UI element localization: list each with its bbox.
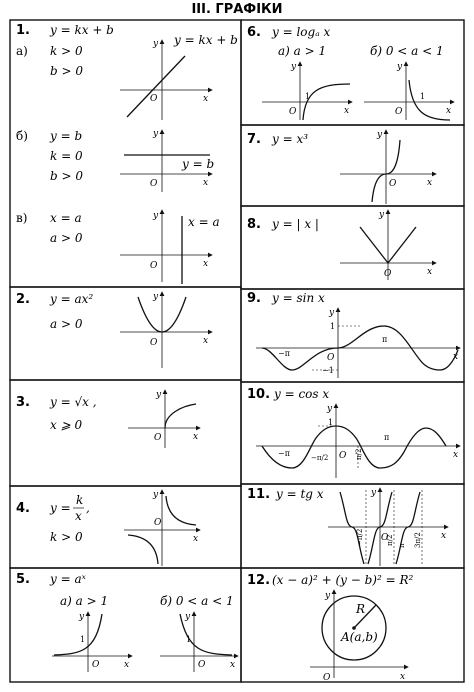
graph-1a — [120, 33, 238, 120]
graph-11-tick-half-pi: π/2 — [386, 534, 394, 546]
graph-4-x-label: x — [193, 534, 199, 544]
graph-12 — [310, 590, 408, 683]
graph-10-x-label: x — [453, 450, 459, 460]
graph-6b-tick-one: 1 — [420, 92, 426, 101]
graph-6b-y-label: y — [397, 62, 403, 72]
cell-2-number: 2. — [16, 292, 30, 307]
graph-6a — [262, 62, 352, 120]
graph-7-y-label: y — [377, 130, 383, 140]
graph-10-tick-pi: π — [384, 433, 390, 442]
cell-1c-cond-a: a > 0 — [50, 231, 83, 245]
graph-9-tick-one: 1 — [330, 322, 336, 331]
graph-12-y-label: y — [325, 591, 331, 601]
cell-9-number: 9. — [247, 291, 261, 306]
graph-3-x-label: x — [193, 432, 199, 442]
graph-11-tick-minus-half-pi: −π/2 — [356, 528, 364, 546]
cell-4-frac-den: x — [75, 509, 82, 523]
graph-6b-origin: O — [395, 107, 403, 117]
graph-10-tick-one: 1 — [328, 418, 334, 427]
graph-5b-origin: O — [198, 660, 206, 670]
graph-1b — [120, 129, 214, 192]
cell-10-formula: y = cos x — [274, 387, 330, 401]
graph-11-x-label: x — [441, 531, 447, 541]
graph-4-y-label: y — [153, 490, 159, 500]
cell-2-parabola — [10, 287, 241, 380]
cell-10-cosine — [241, 382, 464, 484]
graph-9-tick-minus-one: −1 — [322, 366, 334, 375]
graph-1a-curve-label: y = kx + b — [174, 33, 238, 47]
graph-5a-tick-one: 1 — [80, 635, 86, 644]
cell-12-circle — [241, 568, 464, 683]
graph-12-x-label: x — [400, 672, 406, 682]
cell-7-formula: y = x³ — [272, 132, 309, 146]
graph-1a-y-label: y — [153, 39, 159, 49]
cell-4-hyperbola — [10, 486, 241, 568]
graph-8-x-label: x — [427, 267, 433, 277]
cell-6b-label: б) 0 < a < 1 — [370, 44, 444, 58]
cell-6-formula: y = logₐ x — [272, 25, 331, 39]
graph-9-tick-minus-pi: −π — [278, 349, 290, 358]
cell-1b-cond-k: k = 0 — [50, 149, 83, 163]
cell-6-number: 6. — [247, 25, 261, 40]
cell-1-linear — [10, 20, 241, 287]
graph-6a-y-label: y — [291, 62, 297, 72]
graph-12-origin: O — [323, 673, 331, 683]
cell-5b-label: б) 0 < a < 1 — [160, 594, 234, 608]
cell-9-formula: y = sin x — [272, 291, 325, 305]
cell-9-sine — [241, 289, 464, 382]
graph-5a-origin: O — [92, 660, 100, 670]
graph-6a-tick-one: 1 — [305, 92, 311, 101]
graph-1c-y-label: y — [153, 211, 159, 221]
cell-1a-cond-b: b > 0 — [50, 64, 83, 78]
graph-2 — [120, 292, 212, 368]
graph-5b-x-label: x — [230, 660, 236, 670]
cell-3-number: 3. — [16, 395, 30, 410]
cell-5-formula: y = aˣ — [50, 572, 86, 586]
cell-1a-cond-k: k > 0 — [50, 44, 83, 58]
graph-1c-x-label: x — [203, 259, 209, 269]
graph-6a-origin: O — [289, 107, 297, 117]
cell-1c-letter: в) — [16, 211, 28, 225]
cell-2-cond: a > 0 — [50, 317, 83, 331]
graph-10-y-label: y — [327, 404, 333, 414]
graph-1c-curve-label: x = a — [188, 215, 220, 229]
graph-6b — [364, 62, 454, 120]
cell-10-number: 10. — [247, 387, 271, 402]
cell-11-number: 11. — [247, 487, 271, 502]
graph-1b-origin: O — [150, 179, 158, 189]
graph-6b-x-label: x — [446, 106, 452, 116]
graph-10-origin: O — [339, 451, 347, 461]
cell-6a-label: а) a > 1 — [278, 44, 327, 58]
cell-3-sqrt — [10, 380, 241, 486]
graph-3-y-label: y — [156, 390, 162, 400]
graph-9-origin: O — [327, 353, 335, 363]
graph-3 — [128, 390, 200, 448]
cell-11-formula: y = tg x — [276, 487, 324, 501]
graph-1a-origin: O — [150, 94, 158, 104]
cell-1b-letter: б) — [16, 129, 28, 143]
cell-4-number: 4. — [16, 501, 30, 516]
graph-3-origin: O — [154, 433, 162, 443]
graph-8 — [340, 210, 436, 280]
cell-1-number: 1. — [16, 23, 30, 38]
cell-11-tangent — [241, 484, 464, 568]
graph-2-y-label: y — [153, 292, 159, 302]
graph-8-origin: O — [384, 269, 392, 279]
cell-12-number: 12. — [247, 573, 271, 588]
cell-1a-letter: а) — [16, 44, 28, 58]
cell-5a-label: а) a > 1 — [60, 594, 109, 608]
graph-10-tick-minus-pi: −π — [278, 449, 290, 458]
graph-2-x-label: x — [203, 336, 209, 346]
graph-11-origin: O — [381, 533, 389, 543]
graph-11-tick-three-half-pi: 3π/2 — [414, 532, 422, 548]
graph-5b-tick-one: 1 — [186, 635, 192, 644]
graph-10 — [256, 404, 460, 478]
cell-5-exponential — [10, 568, 241, 682]
graph-1b-y-label: y — [153, 129, 159, 139]
graph-7-x-label: x — [427, 178, 433, 188]
graph-11-tick-pi: π — [398, 543, 406, 548]
cell-4-formula-lhs: y = — [50, 501, 71, 515]
graph-10-tick-minus-half-pi: −π/2 — [311, 454, 329, 462]
graph-7-origin: O — [389, 179, 397, 189]
graph-9-y-label: y — [329, 308, 335, 318]
graph-5a-x-label: x — [124, 660, 130, 670]
cell-8-absolute — [241, 206, 464, 289]
cell-8-number: 8. — [247, 217, 261, 232]
graph-8-y-label: y — [379, 210, 385, 220]
cell-5-number: 5. — [16, 572, 30, 587]
graph-6a-x-label: x — [344, 106, 350, 116]
graph-9-x-label: x — [453, 352, 459, 362]
cell-3-formula: y = √x , — [50, 395, 97, 409]
graph-12-radius-label: R — [356, 602, 366, 616]
graph-5b — [160, 612, 238, 672]
graph-12-center-label: A(a,b) — [341, 630, 378, 644]
graph-1c — [120, 210, 220, 284]
graph-4 — [124, 490, 200, 566]
graph-7 — [340, 130, 436, 204]
cell-6-logarithm — [241, 20, 464, 125]
graph-9-tick-pi: π — [382, 335, 388, 344]
page-title: III. ГРАФІКИ — [191, 2, 283, 17]
graph-1c-origin: O — [150, 261, 158, 271]
cell-4-frac-num: k — [76, 493, 84, 507]
cell-1b-formula: y = b — [50, 129, 83, 143]
cell-8-formula: y = | x | — [272, 217, 319, 231]
cell-4-formula-tail: , — [86, 501, 90, 515]
graph-9 — [256, 308, 460, 378]
graph-5a-y-label: y — [79, 612, 85, 622]
cell-1-formula: y = kx + b — [50, 23, 114, 37]
cell-7-number: 7. — [247, 132, 261, 147]
graph-10-tick-half-pi: π/2 — [355, 448, 363, 460]
cell-12-formula: (x − a)² + (y − b)² = R² — [272, 573, 414, 587]
graph-11 — [328, 488, 448, 566]
graph-5b-y-label: y — [185, 612, 191, 622]
cell-1b-cond-b: b > 0 — [50, 169, 83, 183]
graph-11-y-label: y — [371, 488, 377, 498]
graph-1b-curve-label: y = b — [182, 157, 215, 171]
graph-5a — [52, 612, 132, 672]
cell-2-formula: y = ax² — [50, 292, 94, 306]
cell-7-cubic — [241, 125, 464, 206]
cell-3-cond: x ⩾ 0 — [50, 418, 83, 432]
graph-4-origin: O — [154, 518, 162, 528]
cell-1c-formula: x = a — [50, 211, 82, 225]
cell-4-cond: k > 0 — [50, 530, 83, 544]
graph-1a-x-label: x — [203, 94, 209, 104]
graph-1b-x-label: x — [203, 178, 209, 188]
graph-2-origin: O — [150, 338, 158, 348]
